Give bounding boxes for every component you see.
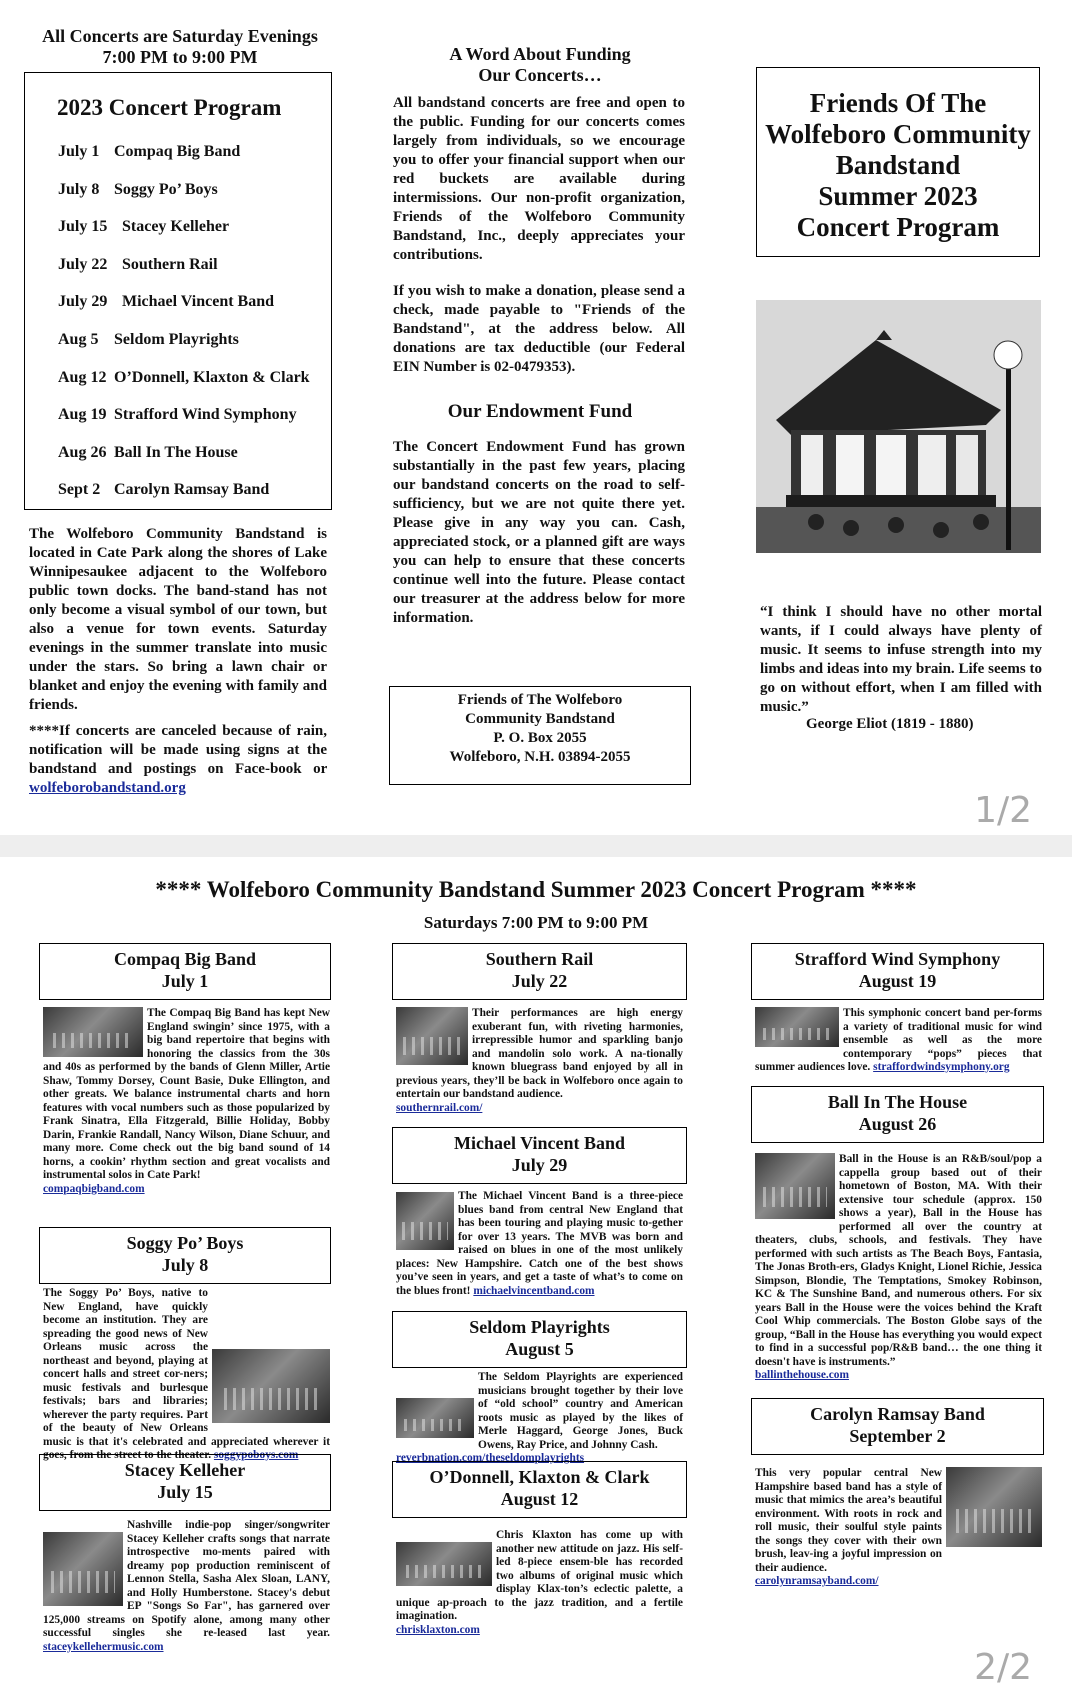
band-photo: [946, 1467, 1042, 1547]
gazebo-image: [756, 300, 1041, 553]
page-number: 1/2: [974, 790, 1032, 831]
program-date: Aug 5: [58, 330, 99, 348]
desc-michael: [396, 1190, 683, 1298]
program-item: [25, 283, 331, 321]
funding-text-2: If you wish to make a donation, please send a check, made payable to "Friends of the Bandstand", at the address below. All donations are tax deductible (our Federal EIN Number is 02-0479353).: [393, 283, 685, 375]
mailing-address: [389, 686, 691, 785]
funding-heading: [390, 44, 690, 86]
odonnell-link[interactable]: chrisklaxton.com: [396, 1623, 480, 1636]
cover-title-line: Concert Program: [796, 212, 1000, 242]
band-name: Compaq Big Band: [113, 949, 257, 969]
desc-seldom: [396, 1371, 683, 1466]
program-date: July 29: [58, 293, 108, 311]
band-name: Stacey Kelleher: [124, 1460, 246, 1480]
band-name: Seldom Playrights: [469, 1317, 610, 1337]
quote-author: George Eliot (1819 - 1880): [806, 716, 974, 732]
band-text: Ball in the House is an R&B/soul/pop a cappella group based out of their hometown of Boston, MA. With their extensive tour schedule (approx. 150 shows a year), Ball in the House has performed all over the country at theaters, clubs, schools, and festivals. They have performed with such artists as The Beach Boys, Fantasia, The Jonas Broth-ers, Gladys Knight, Lionel Richie, Jessica Simpson, Blondie, The Temptations, Smokey Robinson, KC & The Sunshine Band, and numerous others. For six years Ball in the House were the voices behind the Kraft Cool Whip commercials. The Boston Globe says of the group, “Ball in the House has everything you would expect to find in a successful pop/R&B band… the one thing it doesn't have is instruments.”: [755, 1153, 1042, 1368]
program-date: July 15: [58, 218, 108, 236]
cover-title-box: [756, 67, 1040, 257]
band-date: July 8: [161, 1255, 209, 1275]
page-number: 2/2: [974, 1647, 1032, 1688]
address-line: Wolfeboro, N.H. 03894-2055: [449, 749, 631, 765]
band-name: Ball In The House: [827, 1092, 968, 1112]
band-date: August 12: [500, 1489, 579, 1509]
page-separator: [0, 835, 1072, 857]
program-date: July 1: [58, 143, 100, 160]
band-text: The Soggy Po’ Boys, native to New England, have quickly become an institution. They are spreading the good news of New Orleans music across the northeast and beyond, playing at concert halls and street cor-ners; music festivals and burlesque festivals; bars and libraries; wherever the party requires. Part of the beauty of New Orleans music is that it's celebrated and appreciated wherever it goes, from the street to the theater.: [43, 1287, 330, 1461]
program-band: Compaq Big Band: [114, 143, 241, 160]
band-date: July 1: [161, 971, 209, 991]
seldom-link[interactable]: reverbnation.com/theseldomplayrights: [396, 1452, 585, 1464]
desc-compaq: [43, 1007, 330, 1196]
program-item: [25, 208, 331, 246]
desc-southern: [396, 1007, 683, 1115]
program-band: Carolyn Ramsay Band: [114, 481, 270, 499]
band-text: Nashville indie-pop singer/songwriter Stacey Kelleher crafts songs that narrate introspective mo-ments paired with dreamy pop production reminiscent of Lennon Stella, Sasha Alex Sloan, LANY, and Holly Humberstone. Stacey's debut EP "Songs So Far", has garnered over 125,000 streams on Spotify alone, among many other successful singles she re-leased last year.: [43, 1519, 330, 1639]
title-box-stacey: [39, 1454, 331, 1511]
compaq-link[interactable]: compaqbigband.com: [43, 1182, 145, 1195]
band-photo: [396, 1542, 492, 1586]
desc-stacey: [43, 1519, 330, 1654]
program-band: O’Donnell, Klaxton & Clark: [114, 368, 310, 386]
schedule-line2: 7:00 PM to 9:00 PM: [102, 47, 258, 67]
title-box-odonnell: [392, 1461, 687, 1518]
band-text: Their performances are high energy exuberant fun, with riveting harmonies, irrepressible humor and sparkling banjo and mandolin solo work. A na-tionally known bluegrass band enjoyed by all in previous years, they’ll be back in Wolfeboro once again to entertain our bandstand audience.: [396, 1007, 683, 1100]
page2-subheader: Saturdays 7:00 PM to 9:00 PM: [423, 913, 649, 932]
endowment-text: The Concert Endowment Fund has grown substantially in the past few years, placing our bandstand concerts on the road to self-sufficiency, but we are not quite there yet. Please give in any way you can. Cash, appreciated stock, or a planned gift are ways you can help to ensure that these concerts continue well into the future. Please contact our treasurer at the address below for more information.: [393, 439, 685, 626]
carolyn-link[interactable]: carolynramsayband.com/: [755, 1575, 879, 1587]
band-photo: [755, 1153, 835, 1219]
band-date: September 2: [849, 1426, 946, 1446]
band-name: Southern Rail: [485, 949, 594, 969]
band-date: August 19: [858, 971, 937, 991]
program-band: Michael Vincent Band: [122, 293, 275, 311]
strafford-link[interactable]: straffordwindsymphony.org: [873, 1061, 1010, 1073]
rain-notice: [29, 722, 327, 798]
music-quote: “I think I should have no other mortal wants, if I could always have plenty of music. It seems to infuse strength into my limbs and ideas into my brain. Life seems to go on without effort, when I am filled with music.”: [760, 604, 1042, 715]
band-name: Michael Vincent Band: [453, 1133, 625, 1153]
desc-strafford: [755, 1007, 1042, 1075]
desc-ball: [755, 1153, 1042, 1383]
title-box-michael: [392, 1127, 687, 1184]
funding-title1: A Word About Funding: [449, 44, 631, 64]
cover-title-line: Summer 2023: [818, 181, 978, 211]
program-date: July 22: [58, 255, 108, 273]
southern-link[interactable]: southernrail.com/: [396, 1101, 483, 1114]
title-box-ball: [751, 1086, 1044, 1143]
program-band: Seldom Playrights: [114, 330, 239, 348]
program-item: [25, 246, 331, 284]
band-name: Soggy Po’ Boys: [126, 1233, 244, 1253]
band-photo: [43, 1007, 143, 1057]
title-box-strafford: [751, 943, 1044, 1000]
program-item: [25, 434, 331, 472]
program-date: Aug 12: [58, 368, 107, 386]
band-photo: [396, 1007, 468, 1065]
band-name: Strafford Wind Symphony: [794, 949, 1001, 969]
band-name: O’Donnell, Klaxton & Clark: [429, 1467, 650, 1487]
program-band: Southern Rail: [122, 255, 218, 273]
cover-title-line: Bandstand: [835, 150, 961, 180]
brochure-page-2: [0, 857, 1072, 1687]
band-text: This symphonic concert band per-forms a variety of traditional music for wind ensemble as well as the more contemporary “pops” pieces that summer audiences love.: [755, 1007, 1042, 1073]
bandstand-illustration: [756, 300, 1041, 553]
program-item: [25, 171, 331, 209]
michael-link[interactable]: michaelvincentband.com: [473, 1284, 595, 1297]
endowment-title: Our Endowment Fund: [447, 401, 633, 422]
program-date: Aug 26: [58, 443, 107, 461]
desc-odonnell: [396, 1529, 683, 1637]
rain-text: ****If concerts are canceled because of rain, notification will be made using signs at the bandstand and postings on Face-book or: [29, 723, 327, 777]
band-date: July 15: [157, 1482, 213, 1502]
band-name: Carolyn Ramsay Band: [810, 1404, 985, 1424]
program-item: [25, 359, 331, 397]
desc-carolyn: [755, 1467, 1042, 1589]
band-photo: [43, 1532, 123, 1606]
band-text: The Compaq Big Band has kept New England swingin’ since 1975, with a big band repertoire that begins with honoring the classics from the 30s and 40s as performed by the bands of Glenn Miller, Artie Shaw, Tommy Dorsey, Count Basie, Duke Ellington, and other greats. We balance instrumental charts and horn features with vocal numbers such as those popularized by Frank Sinatra, Ella Fitzgerald, Billie Holiday, Bobby Darin, Frankie Randall, Nancy Wilson, Diane Schuur, and many more. Come check out the big band sound of 14 horns, a cookin’ rhythm section and great vocalists and instrumental solos in Cate Park!: [43, 1007, 330, 1181]
brochure-page-1: [0, 0, 1072, 835]
band-photo: [755, 1007, 839, 1047]
program-band: Soggy Po’ Boys: [114, 180, 218, 198]
band-photo: [396, 1192, 454, 1250]
schedule-heading: [20, 26, 340, 68]
band-date: August 5: [505, 1339, 574, 1359]
program-band: Stacey Kelleher: [122, 218, 230, 236]
title-box-seldom: [392, 1311, 687, 1368]
title-box-southern: [392, 943, 687, 1000]
program-band: Strafford Wind Symphony: [114, 406, 297, 424]
program-item: [25, 396, 331, 434]
program-date: Sept 2: [58, 481, 101, 499]
program-item: [25, 133, 331, 171]
bandstand-website-link[interactable]: wolfeborobandstand.org: [29, 780, 186, 796]
band-text: The Michael Vincent Band is a three-piece blues band from central New England that has been touring and playing music to-gether for over 13 years. The MVB was born and raised on blues in one of the most unlikely places: New Hampshire. Catch one of the best shows you’ve seen in years, and get a taste of what’s to come on the blues front!: [396, 1190, 683, 1297]
cover-title-line: Friends Of The: [809, 88, 987, 118]
band-text: The Seldom Playrights are experienced musicians brought together by their love of “old school” country and American roots music as played by the likes of Merle Haggard, George Jones, Buck Owens, Ray Price, and Johnny Cash.: [478, 1371, 683, 1451]
stacey-link[interactable]: staceykellehermusic.com: [43, 1640, 164, 1653]
band-photo: [396, 1398, 474, 1438]
about-text: The Wolfeboro Community Bandstand is located in Cate Park along the shores of Lake Winnipesaukee adjacent to the Wolfeboro public town docks. The band-stand has not only become a visual symbol of our town, but also a venue for town events. Saturday evenings in the summer translate into music under the stars. So bring a lawn chair or blanket and enjoy the evening with family and friends.: [29, 526, 327, 713]
address-line: Community Bandstand: [465, 711, 615, 727]
band-text: This very popular central New Hampshire based band has a style of music that mimics the area’s beautiful environment. With roots in rock and roll music, their soulful style paints the songs they cover with their own brush, leav-ing a joyful impression on their audience.: [755, 1467, 942, 1574]
program-date: Aug 19: [58, 406, 107, 424]
funding-text-1: All bandstand concerts are free and open to the public. Funding for our concerts comes largely from individuals, so we encourage you to offer your financial support when our red buckets are available during intermissions. Our non-profit organization, Friends of the Wolfeboro Community Bandstand, Inc., deeply appreciates your contributions.: [393, 95, 685, 263]
program-band: Ball In The House: [114, 443, 238, 461]
cover-title-line: Wolfeboro Community: [765, 119, 1031, 149]
schedule-line1: All Concerts are Saturday Evenings: [42, 26, 318, 46]
band-date: July 29: [511, 1155, 568, 1175]
desc-soggy: [43, 1287, 330, 1463]
band-date: August 26: [858, 1114, 937, 1134]
funding-title2: Our Concerts…: [478, 65, 602, 85]
address-line: Friends of The Wolfeboro: [457, 692, 623, 708]
band-date: July 22: [511, 971, 568, 991]
soggy-link[interactable]: soggypoboys.com: [213, 1449, 299, 1461]
program-box: [24, 72, 332, 510]
program-date: July 8: [58, 180, 100, 198]
address-line: P. O. Box 2055: [493, 730, 587, 746]
ball-link[interactable]: ballinthehouse.com: [755, 1369, 849, 1381]
program-list: [25, 133, 331, 509]
band-text: Chris Klaxton has come up with another new attitude on jazz. His self-led 8-piece ensem-ble has recorded two albums of original music which display Klax-ton’s eclectic palette, a unique ap-proach to the jazz tradition, and a fertile imagination.: [396, 1529, 683, 1622]
title-box-compaq: [39, 943, 331, 1000]
program-title: 2023 Concert Program: [57, 95, 282, 120]
page2-header: **** Wolfeboro Community Bandstand Summer 2023 Concert Program ****: [155, 877, 917, 902]
program-item: [25, 321, 331, 359]
band-photo: [212, 1349, 330, 1423]
title-box-soggy: [39, 1227, 331, 1284]
title-box-carolyn: [751, 1398, 1044, 1455]
program-item: [25, 471, 331, 509]
